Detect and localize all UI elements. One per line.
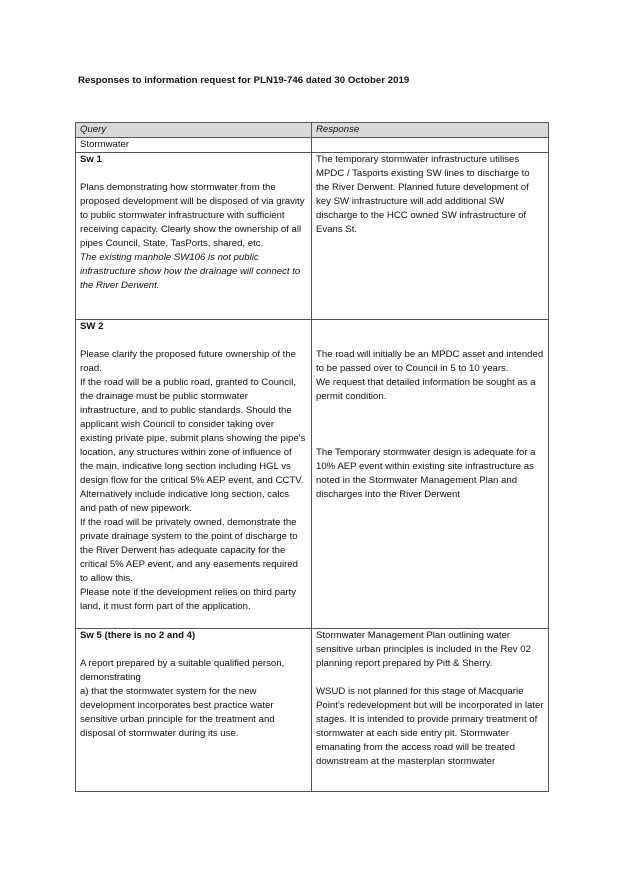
query-column-header: Query bbox=[76, 123, 312, 138]
query-cell bbox=[76, 320, 312, 629]
response-text: The Temporary stormwater design is adequate for a 10% AEP event within existing site infrastructure as noted in the Stormwater Management Plan and discharges into the River Derwent bbox=[316, 447, 536, 500]
response-text: We request that detailed information be sought as a permit condition. bbox=[316, 377, 536, 402]
response-cell bbox=[312, 320, 549, 629]
response-text: WSUD is not planned for this stage of Macquarie Point’s redevelopment but will be incorporated in later stages. It is intended to provide primary treatment of stormwater at each side entry pit. Stormwater emanating from the access road will be treated downstream at the masterplan stormwater bbox=[316, 686, 544, 767]
response-column-header: Response bbox=[312, 123, 549, 138]
query-text: Please note if the development relies on third party land, it must form part of the application. bbox=[80, 587, 296, 612]
response-text: The temporary stormwater infrastructure utilises MPDC / Tasports existing SW lines to discharge to the River Derwent. Planned future development of key SW infrastructure will add additional SW discharge to the HCC owned SW infrastructure of Evans St. bbox=[316, 154, 530, 235]
table-row bbox=[76, 320, 549, 629]
row-label: Sw 5 (there is no 2 and 4) bbox=[80, 630, 196, 641]
query-cell bbox=[76, 153, 312, 320]
query-response-table bbox=[75, 122, 549, 792]
query-cell bbox=[76, 629, 312, 792]
response-text: The road will initially be an MPDC asset and intended to be passed over to Council in 5 to 10 years. bbox=[316, 349, 544, 374]
row-label: Sw 1 bbox=[80, 154, 102, 165]
query-text: Please clarify the proposed future ownership of the road. bbox=[80, 349, 296, 374]
table-header-row bbox=[76, 123, 549, 138]
section-row bbox=[76, 138, 549, 153]
query-text: A report prepared by a suitable qualified person, demonstrating bbox=[80, 658, 285, 683]
query-note: The existing manhole SW106 is not public infrastructure show how the drainage will connect to the River Derwent. bbox=[80, 252, 301, 291]
response-cell bbox=[312, 629, 549, 792]
section-empty-cell bbox=[312, 138, 549, 153]
query-text: Plans demonstrating how stormwater from the proposed development will be disposed of via gravity to public stormwater infrastructure with sufficient receiving capacity. Clearly show the ownership of all pipes Council, State, TasPorts, shared, etc. bbox=[80, 182, 305, 249]
row-label: SW 2 bbox=[80, 321, 104, 332]
table-row bbox=[76, 629, 549, 792]
response-text: Stormwater Management Plan outlining water sensitive urban principles is included in the Rev 02 planning report prepared by Pitt & Sherry. bbox=[316, 630, 531, 669]
response-cell bbox=[312, 153, 549, 320]
section-title: Stormwater bbox=[76, 138, 312, 153]
document-title: Responses to information request for PLN19-746 dated 30 October 2019 bbox=[78, 75, 410, 86]
query-text: If the road will be a public road, granted to Council, the drainage must be public stormwater infrastructure, and to public standards. Should the applicant wish Council to consider taking over existing private pipe, submit plans showing the pipe's location, any structures within zone of influence of the main, indicative long section including HGL vs design flow for the critical 5% AEP event, and CCTV. Alternatively include indicative long section, calcs and path of new pipework. bbox=[80, 377, 306, 514]
query-text: If the road will be privately owned, demonstrate the private drainage system to the point of discharge to the River Derwent has adequate capacity for the critical 5% AEP event, and any easements required to allow this. bbox=[80, 517, 298, 584]
table-row bbox=[76, 153, 549, 320]
query-text: a) that the stormwater system for the new development incorporates best practice water sensitive urban principle for the treatment and disposal of stormwater during its use. bbox=[80, 686, 275, 739]
